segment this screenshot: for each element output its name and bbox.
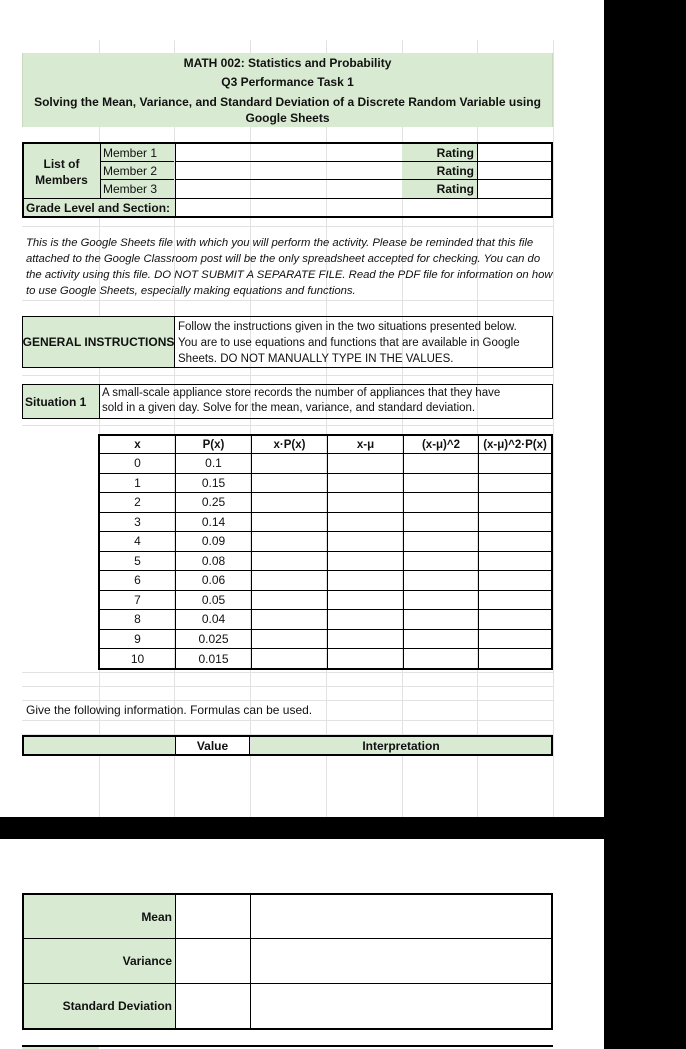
table-input-x-minus-mu[interactable] <box>327 571 403 591</box>
table-input-weighted-squared-deviation[interactable] <box>478 649 551 669</box>
note-line-4: to use Google Sheets, especially making equations and functions. <box>26 285 356 297</box>
table-input-x-times-px[interactable] <box>251 454 327 474</box>
summary-header-blank-cell <box>24 737 175 754</box>
table-input-x-minus-mu[interactable] <box>327 630 403 650</box>
table-input-x-times-px[interactable] <box>251 591 327 611</box>
note-line-2: attached to the Google Classroom post will be the only spreadsheet accepted for checking. You can do <box>26 253 541 265</box>
table-cell-x: 3 <box>100 513 175 533</box>
instructions-label: GENERAL INSTRUCTIONS <box>22 335 175 349</box>
table-input-x-minus-mu-squared[interactable] <box>403 610 478 630</box>
table-input-weighted-squared-deviation[interactable] <box>478 454 551 474</box>
instructions-line-2: You are to use equations and functions that are available in Google <box>178 337 520 349</box>
rating-label-3: Rating <box>436 182 474 196</box>
table-input-x-times-px[interactable] <box>251 513 327 533</box>
table-input-weighted-squared-deviation[interactable] <box>478 513 551 533</box>
table-input-weighted-squared-deviation[interactable] <box>478 493 551 513</box>
table-input-x-minus-mu[interactable] <box>327 493 403 513</box>
table-input-x-minus-mu-squared[interactable] <box>403 474 478 494</box>
summary-mean-interpretation-input[interactable] <box>251 895 551 938</box>
table-cell-px: 0.08 <box>175 552 251 572</box>
table-input-x-times-px[interactable] <box>251 571 327 591</box>
screenshot-black-side-bar <box>604 0 686 1049</box>
members-group-label-b: Members <box>35 173 88 187</box>
members-group-label <box>24 152 99 192</box>
table-input-x-times-px[interactable] <box>251 532 327 552</box>
table-input-weighted-squared-deviation[interactable] <box>478 552 551 572</box>
table-input-x-minus-mu[interactable] <box>327 649 403 669</box>
table-cell-px: 0.14 <box>175 513 251 533</box>
table-input-weighted-squared-deviation[interactable] <box>478 630 551 650</box>
situation-line-1: A small-scale appliance store records the number of appliances that they have <box>102 387 501 399</box>
table-input-x-minus-mu-squared[interactable] <box>403 513 478 533</box>
situation-text <box>99 385 552 418</box>
table-input-x-minus-mu[interactable] <box>327 552 403 572</box>
summary-std-dev-value-input[interactable] <box>176 984 250 1028</box>
table-cell-x: 5 <box>100 552 175 572</box>
table-cell-x: 4 <box>100 532 175 552</box>
table-cell-px: 0.06 <box>175 571 251 591</box>
rating-input-2[interactable] <box>477 162 551 180</box>
table-input-x-minus-mu-squared[interactable] <box>403 649 478 669</box>
instructions-line-1: Follow the instructions given in the two situations presented below. <box>178 321 517 333</box>
table-input-x-minus-mu[interactable] <box>327 532 403 552</box>
table-header-weighted-squared-deviation: (x-μ)^2·P(x) <box>478 436 551 454</box>
note-line-3: the activity using this file. DO NOT SUBMIT A SEPARATE FILE. Read the PDF file for information on how <box>26 269 553 281</box>
table-cell-x: 6 <box>100 571 175 591</box>
table-cell-x: 7 <box>100 591 175 611</box>
table-input-x-times-px[interactable] <box>251 649 327 669</box>
member-label-1: Member 1 <box>103 146 158 160</box>
table-input-x-minus-mu-squared[interactable] <box>403 532 478 552</box>
title-topic-line2: Google Sheets <box>245 110 330 125</box>
table-cell-px: 0.25 <box>175 493 251 513</box>
table-input-x-times-px[interactable] <box>251 474 327 494</box>
table-cell-x: 10 <box>130 651 145 666</box>
table-input-x-times-px[interactable] <box>251 610 327 630</box>
member-name-input-2[interactable] <box>175 162 402 180</box>
table-input-weighted-squared-deviation[interactable] <box>478 474 551 494</box>
instructions-text <box>174 317 552 367</box>
table-cell-x: 0 <box>100 454 175 474</box>
instructions-line-3: Sheets. DO NOT MANUALLY TYPE IN THE VALUES. <box>178 353 454 365</box>
summary-variance-value-input[interactable] <box>176 939 250 983</box>
table-input-x-minus-mu-squared[interactable] <box>403 591 478 611</box>
table-input-x-minus-mu-squared[interactable] <box>403 571 478 591</box>
member-name-input-1[interactable] <box>175 144 402 162</box>
title-topic-line1: Solving the Mean, Variance, and Standard Deviation of a Discrete Random Variable using <box>34 94 541 109</box>
table-header-x-minus-mu: x-μ <box>327 436 403 454</box>
table-input-x-times-px[interactable] <box>251 493 327 513</box>
rating-label-1: Rating <box>436 146 474 160</box>
rating-input-3[interactable] <box>477 180 551 198</box>
summary-variance-interpretation-input[interactable] <box>251 939 551 983</box>
next-row-partial <box>22 1045 553 1049</box>
table-input-x-minus-mu-squared[interactable] <box>403 630 478 650</box>
table-cell-px: 0.15 <box>175 474 251 494</box>
note-paragraph <box>26 235 556 299</box>
rating-input-1[interactable] <box>477 144 551 162</box>
summary-mean-value-input[interactable] <box>176 895 250 938</box>
member-label-3: Member 3 <box>103 182 158 196</box>
table-input-weighted-squared-deviation[interactable] <box>478 591 551 611</box>
table-input-x-minus-mu[interactable] <box>327 454 403 474</box>
situation-label: Situation 1 <box>25 394 87 409</box>
table-input-weighted-squared-deviation[interactable] <box>478 610 551 630</box>
note-line-1: This is the Google Sheets file with which you will perform the activity. Please be reminded that this file <box>26 237 534 249</box>
summary-variance-label: Variance <box>122 954 172 968</box>
table-cell-px: 0.025 <box>175 630 251 650</box>
table-header-px: P(x) <box>175 436 251 454</box>
table-input-x-minus-mu[interactable] <box>327 513 403 533</box>
table-cell-px: 0.1 <box>175 454 251 474</box>
table-header-x-times-px: x·P(x) <box>251 436 327 454</box>
table-cell-x: 2 <box>100 493 175 513</box>
table-input-x-times-px[interactable] <box>251 630 327 650</box>
summary-interpretation-header: Interpretation <box>362 738 440 753</box>
table-header-x-minus-mu-squared: (x-μ)^2 <box>403 436 478 454</box>
table-input-x-times-px[interactable] <box>251 552 327 572</box>
table-cell-px: 0.015 <box>175 649 251 669</box>
summary-value-header: Value <box>175 737 250 754</box>
table-cell-px: 0.05 <box>175 591 251 611</box>
grade-level-input[interactable] <box>175 199 551 216</box>
table-input-x-minus-mu[interactable] <box>327 591 403 611</box>
table-cell-x: 1 <box>100 474 175 494</box>
summary-mean-label: Mean <box>141 910 172 924</box>
table-cell-px: 0.04 <box>175 610 251 630</box>
table-cell-x: 9 <box>100 630 175 650</box>
screenshot-black-divider-bar <box>0 817 686 839</box>
summary-std-dev-label: Standard Deviation <box>62 999 172 1013</box>
summary-std-dev-interpretation-input[interactable] <box>251 984 551 1028</box>
table-cell-px: 0.09 <box>175 532 251 552</box>
member-name-input-3[interactable] <box>175 180 402 198</box>
table-header-x: x <box>100 436 175 454</box>
title-task: Q3 Performance Task 1 <box>221 75 354 89</box>
table-input-weighted-squared-deviation[interactable] <box>478 571 551 591</box>
give-info-text: Give the following information. Formulas can be used. <box>26 703 313 717</box>
table-input-x-minus-mu[interactable] <box>327 474 403 494</box>
table-input-x-minus-mu[interactable] <box>327 610 403 630</box>
members-group-label-a: List of <box>43 157 80 171</box>
member-label-2: Member 2 <box>103 164 158 178</box>
situation-line-2: sold in a given day. Solve for the mean, variance, and standard deviation. <box>102 402 476 414</box>
grade-level-label: Grade Level and Section: <box>26 200 171 215</box>
table-input-x-minus-mu-squared[interactable] <box>403 454 478 474</box>
title-course: MATH 002: Statistics and Probability <box>183 56 392 70</box>
table-input-x-minus-mu-squared[interactable] <box>403 493 478 513</box>
rating-label-2: Rating <box>436 164 474 178</box>
table-cell-x: 8 <box>100 610 175 630</box>
table-input-x-minus-mu-squared[interactable] <box>403 552 478 572</box>
table-input-weighted-squared-deviation[interactable] <box>478 532 551 552</box>
